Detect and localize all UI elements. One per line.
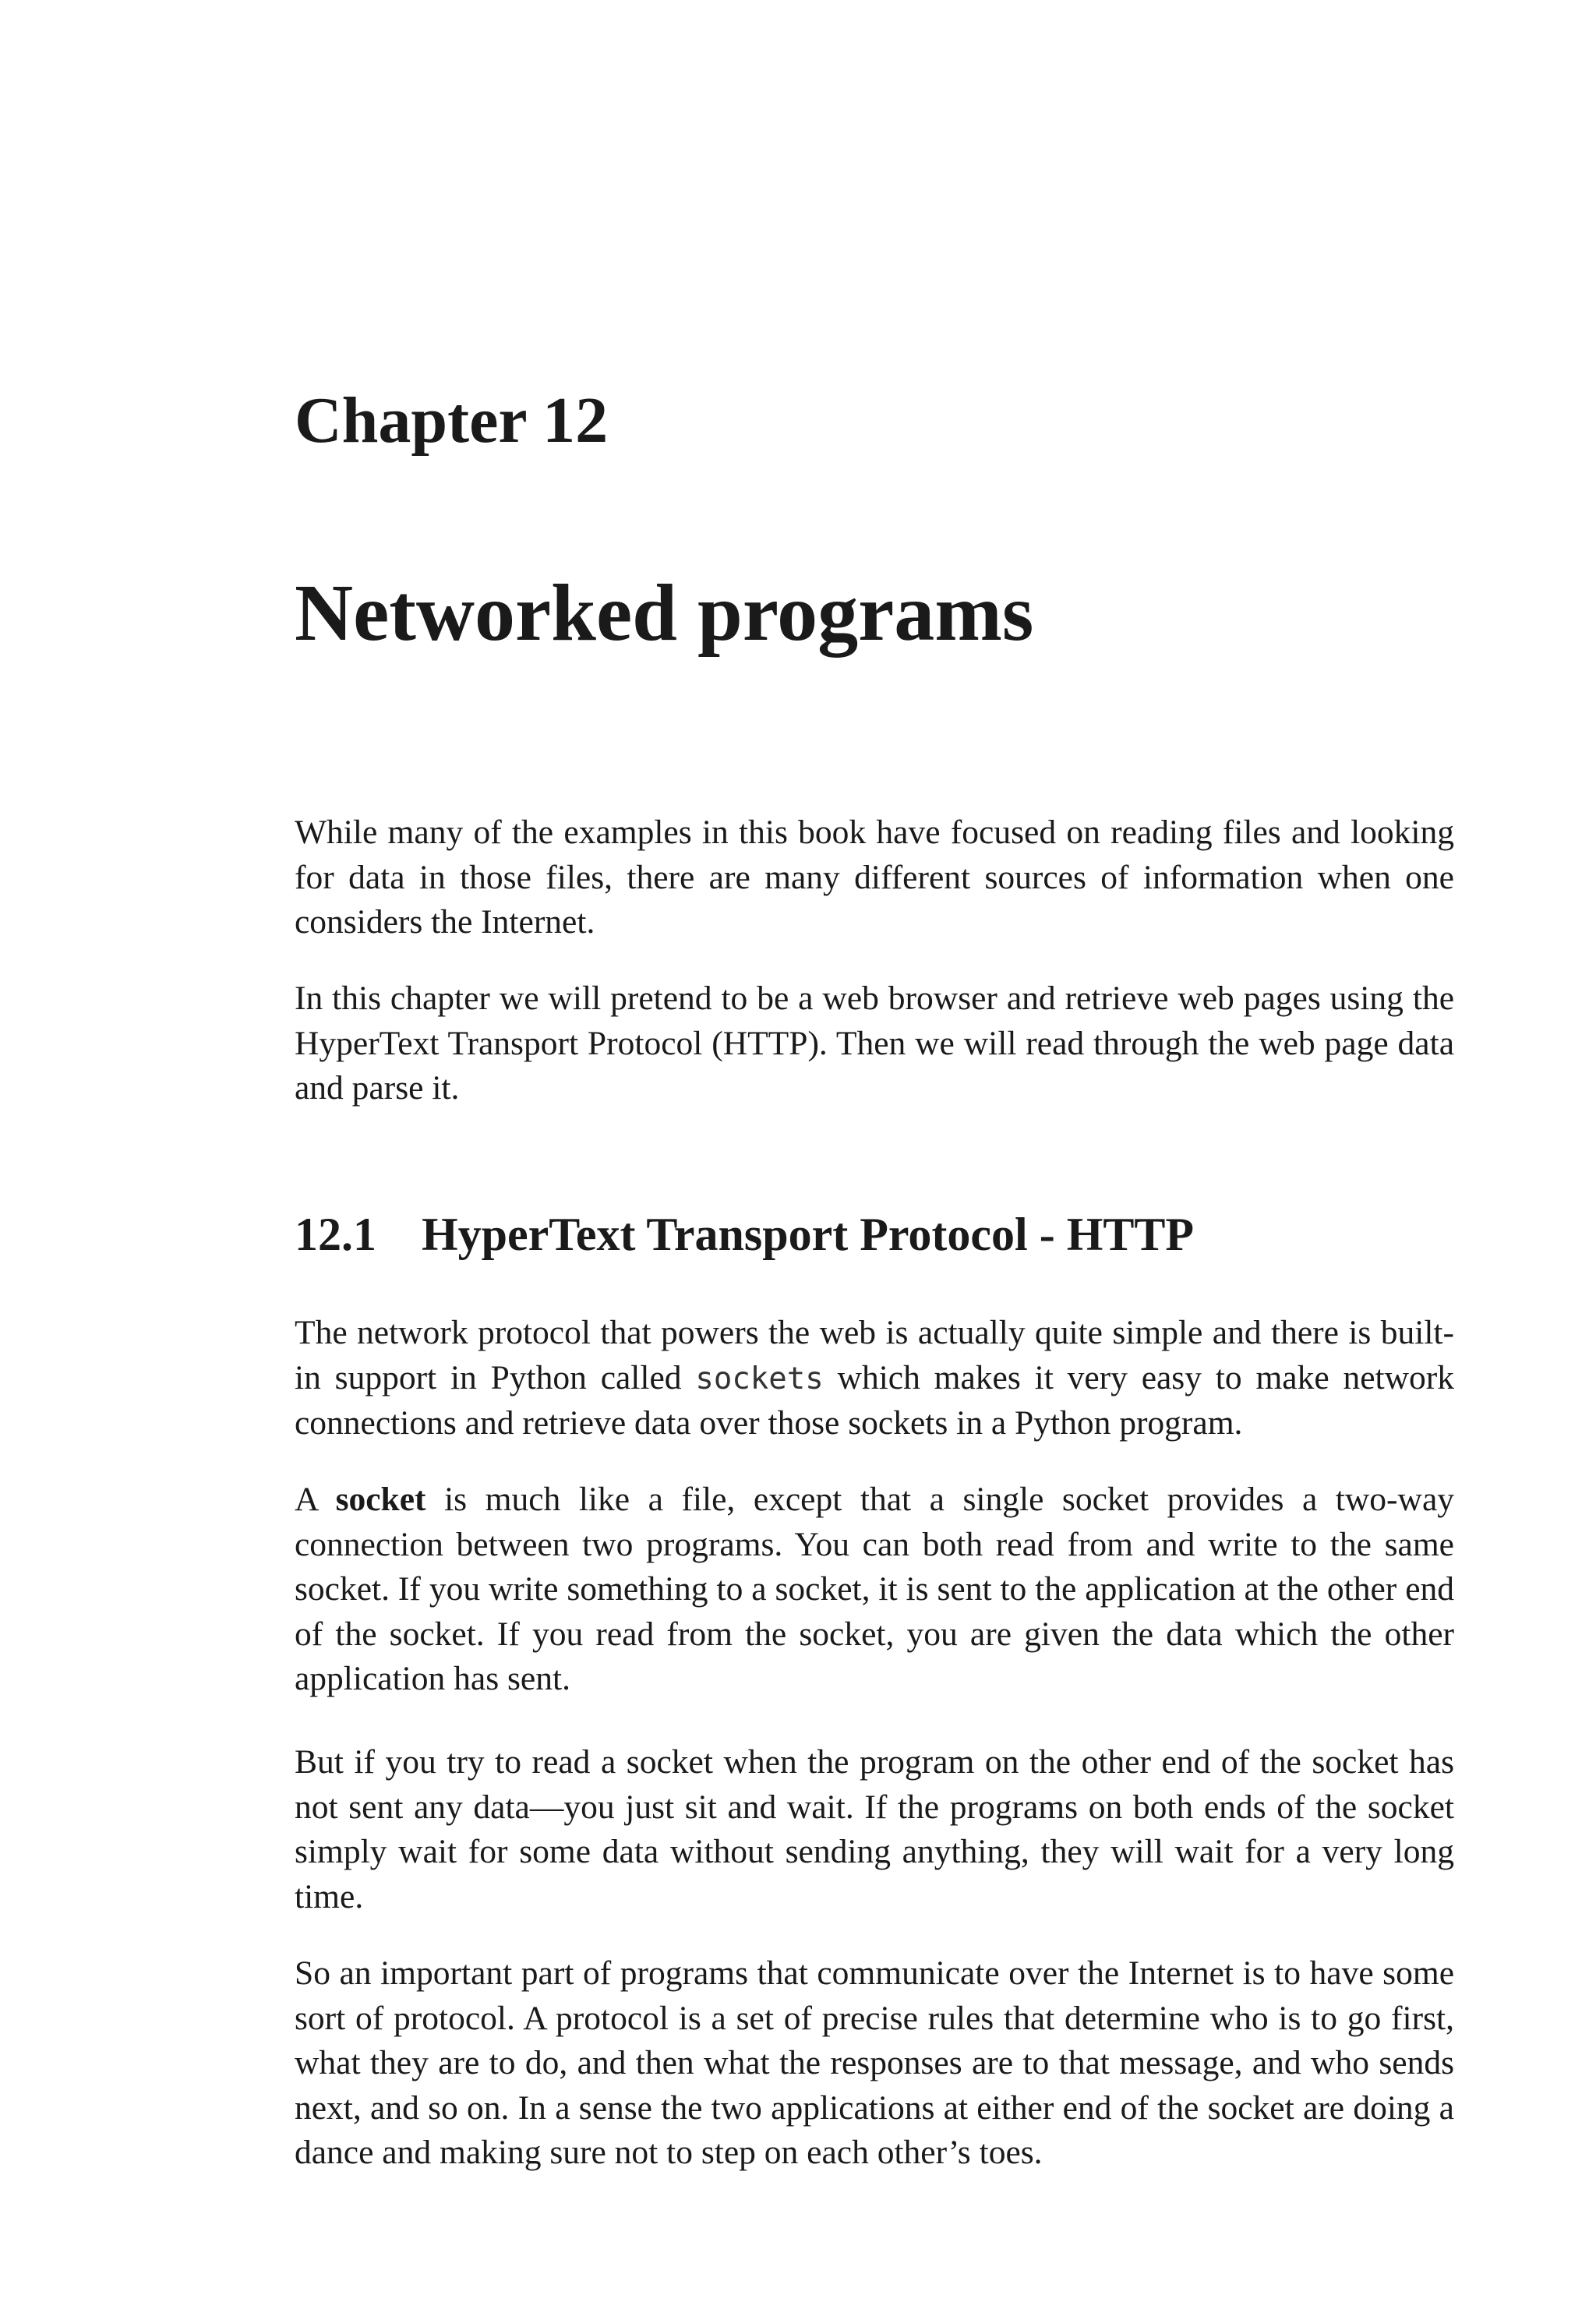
paragraph-text: A bbox=[295, 1481, 336, 1518]
section-paragraph-1 bbox=[295, 1311, 1454, 1446]
section-number: 12.1 bbox=[295, 1209, 376, 1260]
chapter-title: Networked programs bbox=[295, 568, 1034, 658]
paragraph-text: which makes it very easy to make network connections and retrieve data over those sockets in a Python program. bbox=[295, 1358, 1454, 1442]
paragraph-text: The network protocol that powers the web is actually quite simple and there is built-in support in Python called bbox=[295, 1314, 1454, 1396]
intro-paragraph-1: While many of the examples in this book have focused on reading files and looking for data in those files, there are many different sources of information when one considers the Internet. bbox=[295, 814, 1454, 941]
section-paragraph-2 bbox=[295, 1478, 1454, 1702]
section-title: HyperText Transport Protocol - HTTP bbox=[422, 1209, 1195, 1260]
intro-paragraph-2: In this chapter we will pretend to be a web browser and retrieve web pages using the HyperText Transport Protocol (HTTP). Then we will read through the web page data and parse it. bbox=[295, 980, 1454, 1107]
term-socket: socket bbox=[335, 1481, 426, 1518]
paragraph-text: is much like a file, except that a single socket provides a two-way connection between two programs. You can both read from and write to the same socket. If you write something to a socket, it is sent to the application at the other end of the socket. If you read from the socket, you are given the data which the other application has sent. bbox=[295, 1481, 1455, 1697]
chapter-label: Chapter 12 bbox=[295, 384, 609, 457]
section-paragraph-4: So an important part of programs that communicate over the Internet is to have some sort of protocol. A protocol is a set of precise rules that determine who is to go first, what they are to do, and then what the responses are to that message, and who sends next, and so on. In a sense the two applications at either end of the socket are doing a dance and making sure not to step on each other’s toes. bbox=[295, 1954, 1454, 2171]
section-heading bbox=[295, 1211, 1194, 1258]
inline-code-sockets: sockets bbox=[695, 1361, 824, 1396]
section-paragraph-3: But if you try to read a socket when the program on the other end of the socket has not sent any data—you just sit and wait. If the programs on both ends of the socket simply wait for some data without sending anything, they will wait for a very long time. bbox=[295, 1743, 1454, 1915]
